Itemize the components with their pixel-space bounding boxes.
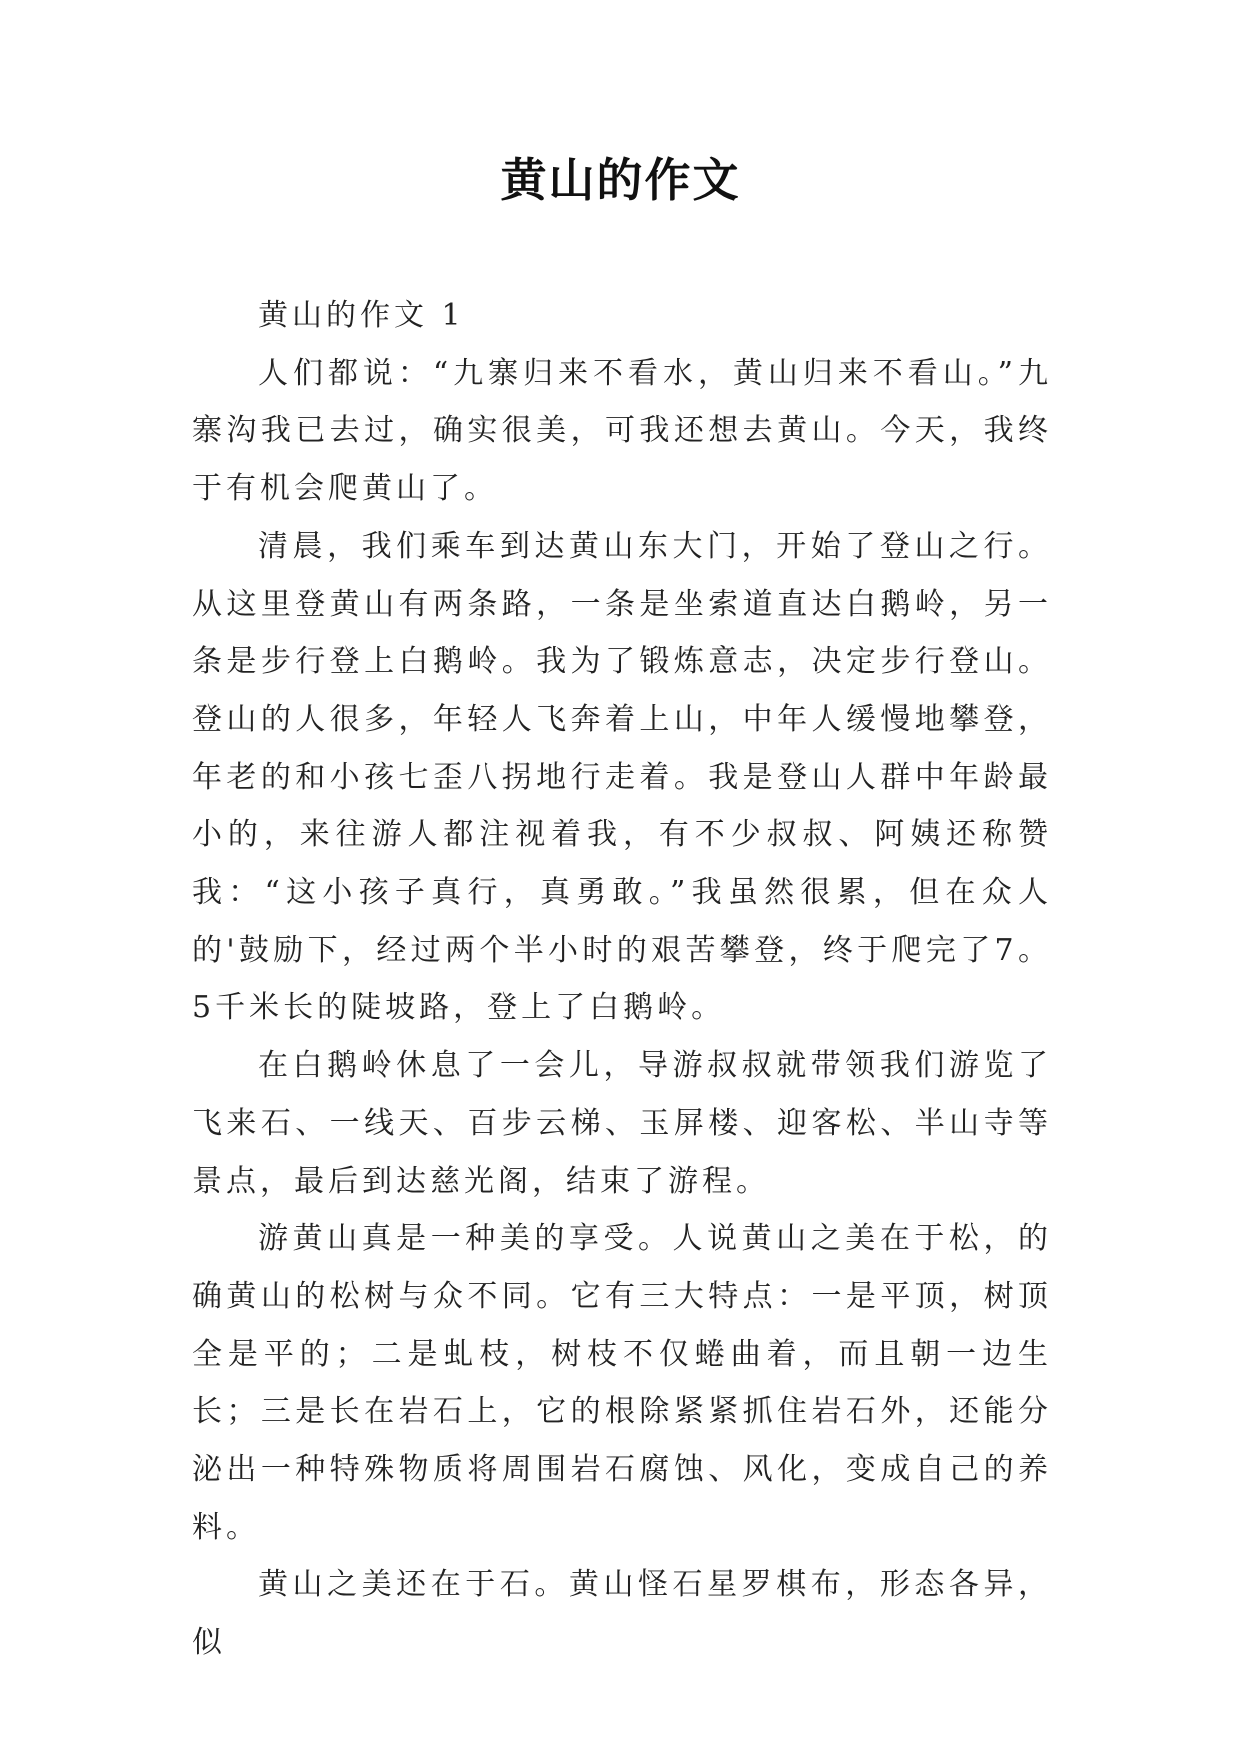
document-title: 黄山的作文: [500, 153, 741, 207]
paragraph: 人们都说：“九寨归来不看水，黄山归来不看山。”九寨沟我已去过，确实很美，可我还想去黄山。今天，我终于有机会爬黄山了。: [192, 355, 1052, 507]
paragraph: 在白鹅岭休息了一会儿，导游叔叔就带领我们游览了飞来石、一线天、百步云梯、玉屏楼、迎客松、半山寺等景点，最后到达慈光阁，结束了游程。: [192, 1048, 1052, 1199]
document-body: [192, 287, 1052, 1672]
paragraph: 清晨，我们乘车到达黄山东大门，开始了登山之行。从这里登黄山有两条路，一条是坐索道直达白鹅岭，另一条是步行登上白鹅岭。我为了锻炼意志，决定步行登山。登山的人很多，年轻人飞奔着上山，中年人缓慢地攀登，年老的和小孩七歪八拐地行走着。我是登山人群中年龄最小的，来往游人都注视着我，有不少叔叔、阿姨还称赞我：“这小孩子真行，真勇敢。”我虽然很累，但在众人的'鼓励下，经过两个半小时的艰苦攀登，终于爬完了7。5千米长的陡坡路，登上了白鹅岭。: [192, 528, 1052, 1026]
paragraph: 黄山之美还在于石。黄山怪石星罗棋布，形态各异，似: [192, 1567, 1052, 1661]
paragraph: 游黄山真是一种美的享受。人说黄山之美在于松，的确黄山的松树与众不同。它有三大特点：一是平顶，树顶全是平的；二是虬枝，树枝不仅蜷曲着，而且朝一边生长；三是长在岩石上，它的根除紧紧抓住岩石外，还能分泌出一种特殊物质将周围岩石腐蚀、风化，变成自己的养料。: [192, 1221, 1052, 1545]
section-heading: 黄山的作文 1: [258, 298, 465, 333]
